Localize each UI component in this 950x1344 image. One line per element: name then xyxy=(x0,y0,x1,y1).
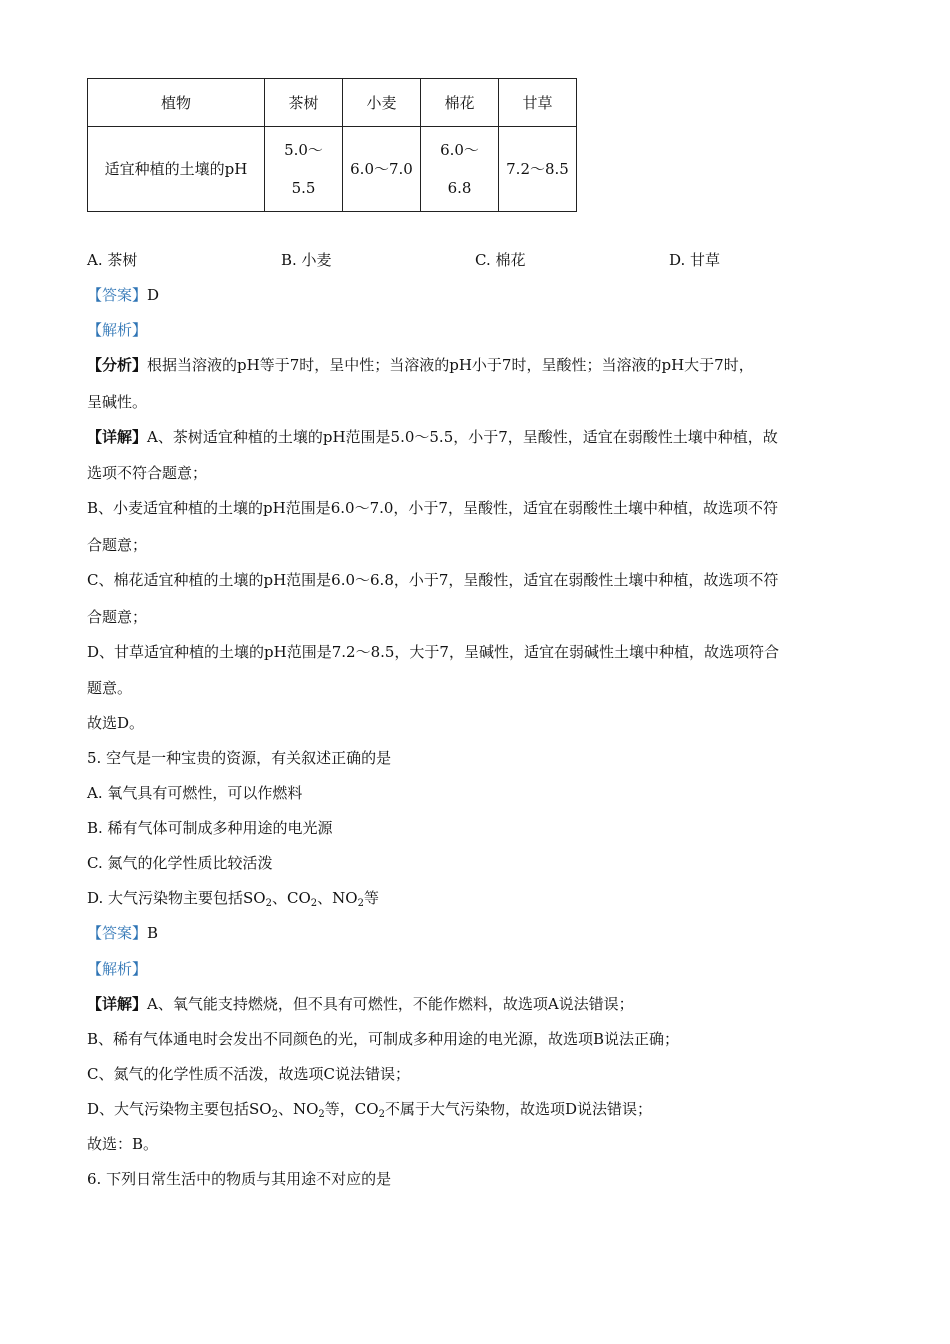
answer-tag: 【答案】 xyxy=(87,286,148,304)
table-header-cell: 植物 xyxy=(88,79,265,127)
q4-answer xyxy=(87,284,159,306)
answer-value: D xyxy=(147,286,160,304)
table-cell xyxy=(421,127,499,212)
table-header-cell: 棉花 xyxy=(421,79,499,127)
table-cell xyxy=(499,127,577,212)
q5-detail-d xyxy=(87,1098,652,1120)
q4-detail-d-line-1: D、甘草适宜种植的土壤的pH范围是7.2～8.5，大于7，呈碱性，适宜在弱碱性土壤中种植，故选项符合 xyxy=(87,643,779,661)
detail-tag: 【详解】 xyxy=(87,995,148,1013)
cell-line: 5.0～ xyxy=(284,141,323,159)
detail-text: 、NO xyxy=(277,1100,319,1118)
q4-detail-a-line-1 xyxy=(87,426,778,448)
answer-value: B xyxy=(147,924,159,942)
table-row xyxy=(88,127,577,212)
subscript: 2 xyxy=(265,898,272,909)
q5-option-b: B. 稀有气体可制成多种用途的电光源 xyxy=(87,819,333,837)
q5-detail-a xyxy=(87,993,634,1015)
detail-text: A、茶树适宜种植的土壤的pH范围是5.0～5.5，小于7，呈酸性，适宜在弱酸性土壤中种植，故 xyxy=(147,428,778,446)
table-cell xyxy=(265,127,343,212)
q4-option-a: A. 茶树 xyxy=(87,251,138,269)
q5-detail-b: B、稀有气体通电时会发出不同颜色的光，可制成多种用途的电光源，故选项B说法正确； xyxy=(87,1030,680,1048)
subscript: 2 xyxy=(318,1109,325,1120)
q4-analysis-heading xyxy=(87,319,147,341)
cell-line: 6.0～7.0 xyxy=(350,160,413,178)
q4-detail-c-line-1: C、棉花适宜种植的土壤的pH范围是6.0～6.8，小于7，呈酸性，适宜在弱酸性土壤中种植，故选项不符 xyxy=(87,571,779,589)
q4-fenxi-line-1 xyxy=(87,354,754,376)
q4-option-c: C. 棉花 xyxy=(475,251,526,269)
table-header-cell: 甘草 xyxy=(499,79,577,127)
table-row-label: 适宜种植的土壤的pH xyxy=(88,127,265,212)
q5-detail-c: C、氮气的化学性质不活泼，故选项C说法错误； xyxy=(87,1065,410,1083)
soil-ph-table xyxy=(87,78,577,212)
detail-text: A、氧气能支持燃烧，但不具有可燃性，不能作燃料，故选项A说法错误； xyxy=(147,995,634,1013)
analysis-tag: 【解析】 xyxy=(87,321,148,339)
table-header-row xyxy=(88,79,577,127)
q4-detail-c-line-2: 合题意； xyxy=(87,608,148,626)
detail-text: 等，CO xyxy=(324,1100,379,1118)
subscript: 2 xyxy=(357,898,364,909)
q4-detail-b-line-2: 合题意； xyxy=(87,536,148,554)
q4-detail-a-line-2: 选项不符合题意； xyxy=(87,464,208,482)
q4-option-d: D. 甘草 xyxy=(669,251,721,269)
answer-tag: 【答案】 xyxy=(87,924,148,942)
option-text: D. 大气污染物主要包括SO xyxy=(87,889,266,907)
q4-detail-b-line-1: B、小麦适宜种植的土壤的pH范围是6.0～7.0，小于7，呈酸性，适宜在弱酸性土壤中种植，故选项不符 xyxy=(87,499,778,517)
q4-option-b: B. 小麦 xyxy=(281,251,332,269)
cell-line: 7.2～8.5 xyxy=(506,160,569,178)
table-cell xyxy=(343,127,421,212)
cell-line: 5.5 xyxy=(291,179,316,197)
subscript: 2 xyxy=(271,1109,278,1120)
option-text: 、CO xyxy=(271,889,311,907)
q5-option-c: C. 氮气的化学性质比较活泼 xyxy=(87,854,273,872)
q5-answer xyxy=(87,922,158,944)
q5-conclusion: 故选：B。 xyxy=(87,1135,159,1153)
q4-fenxi-line-2: 呈碱性。 xyxy=(87,393,148,411)
detail-tag: 【详解】 xyxy=(87,428,148,446)
table-header-cell: 小麦 xyxy=(343,79,421,127)
option-text: 、NO xyxy=(317,889,358,907)
option-text: 等 xyxy=(363,889,379,907)
fenxi-tag: 【分析】 xyxy=(87,356,148,374)
q4-conclusion: 故选D。 xyxy=(87,714,145,732)
q5-analysis-heading xyxy=(87,958,147,980)
detail-text: 不属于大气污染物，故选项D说法错误； xyxy=(384,1100,652,1118)
cell-line: 6.0～ xyxy=(440,141,479,159)
cell-line: 6.8 xyxy=(447,179,472,197)
q4-detail-d-line-2: 题意。 xyxy=(87,679,133,697)
q6-stem: 6. 下列日常生活中的物质与其用途不对应的是 xyxy=(87,1170,392,1188)
subscript: 2 xyxy=(378,1109,385,1120)
q5-option-a: A. 氧气具有可燃性，可以作燃料 xyxy=(87,784,303,802)
subscript: 2 xyxy=(310,898,318,909)
fenxi-text: 根据当溶液的pH等于7时，呈中性；当溶液的pH小于7时，呈酸性；当溶液的pH大于7时， xyxy=(147,356,754,374)
q5-option-d xyxy=(87,887,379,909)
q5-stem: 5. 空气是一种宝贵的资源，有关叙述正确的是 xyxy=(87,749,392,767)
detail-text: D、大气污染物主要包括SO xyxy=(87,1100,272,1118)
analysis-tag: 【解析】 xyxy=(87,960,148,978)
table-header-cell: 茶树 xyxy=(265,79,343,127)
